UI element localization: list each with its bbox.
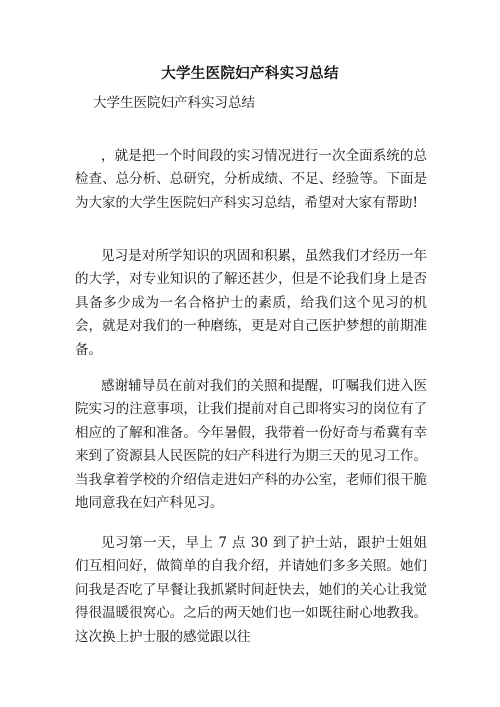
document-title: 大学生医院妇产科实习总结 (161, 65, 339, 82)
paragraph-internship-purpose: 见习是对所学知识的巩固和积累，虽然我们才经历一年的大学，对专业知识的了解还甚少，但是不论我们身上是否具备多少成为一名合格护士的素质，给我们这个见习的机会，就是对我们的一种磨练，更是对自己医护梦想的前期准备。 (75, 248, 427, 358)
paragraph-intro: ，就是把一个时间段的实习情况进行一次全面系统的总检查、总分析、总研究，分析成绩、不足、经验等。下面是为大家的大学生医院妇产科实习总结，希望对大家有帮助! (75, 148, 427, 211)
paragraph-thanks-counselor: 感谢辅导员在前对我们的关照和提醒，叮嘱我们进入医院实习的注意事项，让我们提前对自己即将实习的岗位有了相应的了解和准备。今年暑假，我带着一份好奇与希冀有幸来到了资源县人民医院的妇产科进行为期三天的见习工作。当我拿着学校的介绍信走进妇产科的办公室，老师们很干脆地同意我在妇产科见习。 (75, 378, 427, 512)
document-subtitle: 大学生医院妇产科实习总结 (93, 95, 255, 111)
paragraph-first-day: 见习第一天，早上 7 点 30 到了护士站，跟护士姐姐们互相问好，做简单的自我介绍，并请她们多多关照。她们问我是否吃了早餐让我抓紧时间赶快去，她们的关心让我觉得很温暖很窝心。之后的两天她们也一如既往耐心地教我。这次换上护士服的感觉跟以往 (75, 535, 427, 645)
